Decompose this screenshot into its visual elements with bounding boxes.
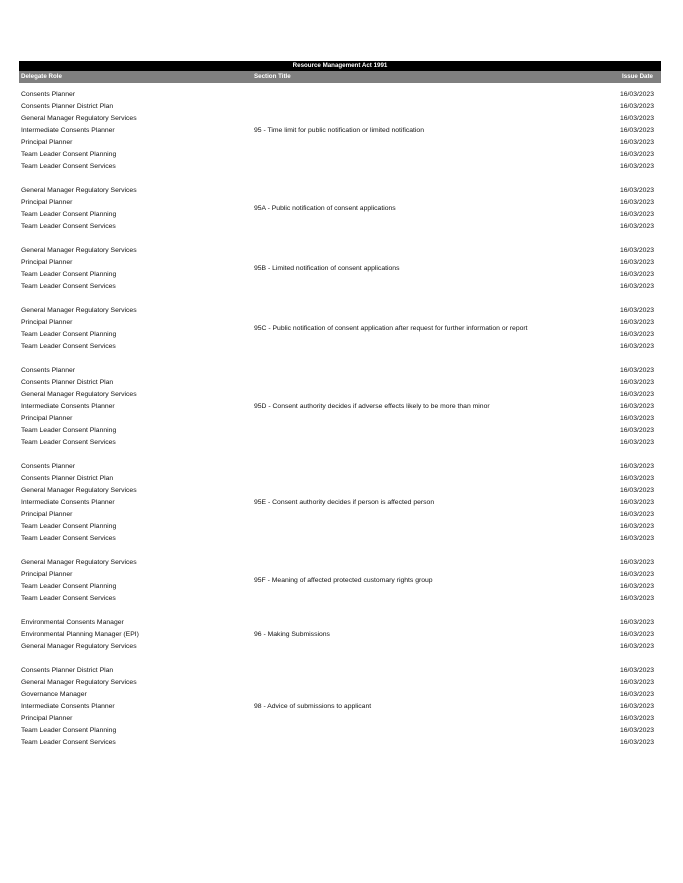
table-row (19, 521, 661, 533)
delegate-role: General Manager Regulatory Services (21, 559, 137, 566)
delegate-role: Principal Planner (21, 511, 73, 518)
section-group (19, 89, 661, 173)
section-group (19, 617, 661, 653)
delegate-role: Team Leader Consent Services (21, 535, 116, 542)
column-header-section-title: Section Title (254, 73, 291, 80)
delegate-role: Principal Planner (21, 199, 73, 206)
table-row (19, 413, 661, 425)
issue-date: 16/03/2023 (619, 487, 654, 494)
delegate-role: Intermediate Consents Planner (21, 403, 115, 410)
issue-date: 16/03/2023 (619, 463, 654, 470)
delegate-role: Team Leader Consent Services (21, 283, 116, 290)
delegate-role: Consents Planner (21, 91, 76, 98)
issue-date: 16/03/2023 (619, 343, 654, 350)
delegate-role: Consents Planner District Plan (21, 103, 114, 110)
table-row (19, 713, 661, 725)
delegate-role: Intermediate Consents Planner (21, 703, 115, 710)
delegate-role: General Manager Regulatory Services (21, 679, 137, 686)
table-row (19, 281, 661, 293)
delegate-role: General Manager Regulatory Services (21, 247, 137, 254)
table-row (19, 725, 661, 737)
section-group (19, 185, 661, 233)
issue-date: 16/03/2023 (619, 151, 654, 158)
table-row (19, 641, 661, 653)
issue-date: 16/03/2023 (619, 91, 654, 98)
issue-date: 16/03/2023 (619, 523, 654, 530)
table-row (19, 245, 661, 257)
delegate-role: Principal Planner (21, 139, 73, 146)
table-row (19, 389, 661, 401)
delegate-role: General Manager Regulatory Services (21, 115, 137, 122)
issue-date: 16/03/2023 (619, 187, 654, 194)
delegate-role: Intermediate Consents Planner (21, 499, 115, 506)
delegate-role: General Manager Regulatory Services (21, 643, 137, 650)
issue-date: 16/03/2023 (619, 679, 654, 686)
issue-date: 16/03/2023 (619, 691, 654, 698)
table-row (19, 665, 661, 677)
issue-date: 16/03/2023 (619, 379, 654, 386)
table-row (19, 593, 661, 605)
table-body (19, 89, 661, 749)
table-row (19, 365, 661, 377)
issue-date: 16/03/2023 (619, 703, 654, 710)
delegate-role: Consents Planner District Plan (21, 379, 114, 386)
delegate-role: General Manager Regulatory Services (21, 487, 137, 494)
delegate-role: Environmental Planning Manager (EPI) (21, 631, 139, 638)
table-row (19, 473, 661, 485)
table-row (19, 113, 661, 125)
section-title: 95 - Time limit for public notification or limited notification (254, 127, 424, 134)
issue-date: 16/03/2023 (619, 559, 654, 566)
issue-date: 16/03/2023 (619, 103, 654, 110)
issue-date: 16/03/2023 (619, 283, 654, 290)
delegate-role: Team Leader Consent Services (21, 595, 116, 602)
issue-date: 16/03/2023 (619, 571, 654, 578)
delegate-role: Environmental Consents Manager (21, 619, 124, 626)
issue-date: 16/03/2023 (619, 583, 654, 590)
delegate-role: General Manager Regulatory Services (21, 391, 137, 398)
table-row (19, 689, 661, 701)
delegate-role: Team Leader Consent Planning (21, 427, 117, 434)
table-row (19, 461, 661, 473)
issue-date: 16/03/2023 (619, 415, 654, 422)
table-row (19, 101, 661, 113)
delegate-role: Team Leader Consent Services (21, 343, 116, 350)
section-title: 98 - Advice of submissions to applicant (254, 703, 372, 710)
issue-date: 16/03/2023 (619, 247, 654, 254)
issue-date: 16/03/2023 (619, 427, 654, 434)
section-title: 96 - Making Submissions (254, 631, 330, 638)
issue-date: 16/03/2023 (619, 475, 654, 482)
delegate-role: Team Leader Consent Planning (21, 583, 117, 590)
section-title: 95A - Public notification of consent applications (254, 205, 396, 212)
issue-date: 16/03/2023 (619, 391, 654, 398)
delegate-role: Team Leader Consent Planning (21, 727, 117, 734)
delegate-role: Principal Planner (21, 415, 73, 422)
delegate-role: General Manager Regulatory Services (21, 187, 137, 194)
issue-date: 16/03/2023 (619, 631, 654, 638)
delegate-role: Consents Planner (21, 367, 76, 374)
section-group (19, 305, 661, 353)
delegate-role: Team Leader Consent Services (21, 739, 116, 746)
section-title: 95D - Consent authority decides if adverse effects likely to be more than minor (254, 403, 490, 410)
issue-date: 16/03/2023 (619, 535, 654, 542)
table-row (19, 425, 661, 437)
table-row (19, 161, 661, 173)
column-header-delegate-role: Delegate Role (21, 73, 62, 80)
table-row (19, 137, 661, 149)
delegate-role: Principal Planner (21, 319, 73, 326)
issue-date: 16/03/2023 (619, 331, 654, 338)
issue-date: 16/03/2023 (619, 727, 654, 734)
section-title: 95E - Consent authority decides if person is affected person (254, 499, 435, 506)
issue-date: 16/03/2023 (619, 739, 654, 746)
delegate-role: Team Leader Consent Planning (21, 331, 117, 338)
table-row (19, 677, 661, 689)
issue-date: 16/03/2023 (619, 223, 654, 230)
delegate-role: Consents Planner (21, 463, 76, 470)
table-row (19, 485, 661, 497)
table-row (19, 437, 661, 449)
issue-date: 16/03/2023 (619, 259, 654, 266)
column-header-issue-date: Issue Date (622, 73, 653, 80)
section-group (19, 461, 661, 545)
delegate-role: Consents Planner District Plan (21, 667, 114, 674)
delegate-role: Team Leader Consent Services (21, 223, 116, 230)
table-row (19, 377, 661, 389)
issue-date: 16/03/2023 (619, 499, 654, 506)
table-row (19, 89, 661, 101)
section-title: 95C - Public notification of consent application after request for further information or report (254, 325, 528, 332)
section-title: 95F - Meaning of affected protected customary rights group (254, 577, 433, 584)
delegate-role: Team Leader Consent Planning (21, 523, 117, 530)
table-row (19, 149, 661, 161)
issue-date: 16/03/2023 (619, 595, 654, 602)
delegate-role: Team Leader Consent Planning (21, 151, 117, 158)
section-group (19, 245, 661, 293)
issue-date: 16/03/2023 (619, 643, 654, 650)
table-row (19, 341, 661, 353)
delegate-role: Principal Planner (21, 571, 73, 578)
issue-date: 16/03/2023 (619, 307, 654, 314)
issue-date: 16/03/2023 (619, 319, 654, 326)
delegate-role: Principal Planner (21, 259, 73, 266)
delegation-table (19, 61, 661, 749)
table-row (19, 221, 661, 233)
table-row (19, 617, 661, 629)
delegate-role: Team Leader Consent Planning (21, 211, 117, 218)
issue-date: 16/03/2023 (619, 367, 654, 374)
section-group (19, 365, 661, 449)
issue-date: 16/03/2023 (619, 403, 654, 410)
table-row (19, 629, 661, 641)
section-title: 95B - Limited notification of consent applications (254, 265, 400, 272)
delegate-role: Consents Planner District Plan (21, 475, 114, 482)
issue-date: 16/03/2023 (619, 115, 654, 122)
issue-date: 16/03/2023 (619, 271, 654, 278)
delegate-role: Team Leader Consent Services (21, 163, 116, 170)
issue-date: 16/03/2023 (619, 199, 654, 206)
delegate-role: Principal Planner (21, 715, 73, 722)
delegate-role: Team Leader Consent Planning (21, 271, 117, 278)
section-group (19, 557, 661, 605)
delegate-role: Intermediate Consents Planner (21, 127, 115, 134)
table-row (19, 737, 661, 749)
column-header-row (19, 71, 661, 83)
section-group (19, 665, 661, 749)
issue-date: 16/03/2023 (619, 163, 654, 170)
table-row (19, 185, 661, 197)
table-row (19, 533, 661, 545)
table-row (19, 509, 661, 521)
issue-date: 16/03/2023 (619, 619, 654, 626)
delegate-role: Governance Manager (21, 691, 87, 698)
issue-date: 16/03/2023 (619, 127, 654, 134)
delegate-role: General Manager Regulatory Services (21, 307, 137, 314)
table-row (19, 305, 661, 317)
issue-date: 16/03/2023 (619, 139, 654, 146)
issue-date: 16/03/2023 (619, 211, 654, 218)
act-title-header: Resource Management Act 1991 (19, 61, 661, 71)
issue-date: 16/03/2023 (619, 667, 654, 674)
issue-date: 16/03/2023 (619, 511, 654, 518)
delegate-role: Team Leader Consent Services (21, 439, 116, 446)
issue-date: 16/03/2023 (619, 439, 654, 446)
table-row (19, 557, 661, 569)
issue-date: 16/03/2023 (619, 715, 654, 722)
